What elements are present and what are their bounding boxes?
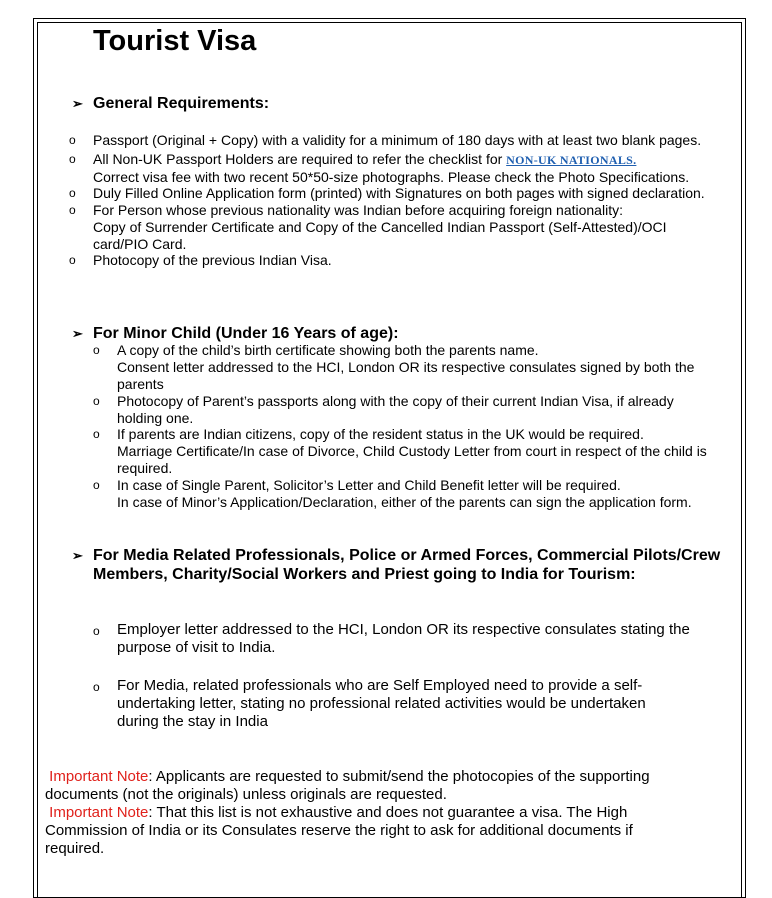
circle-bullet-icon: o <box>69 203 76 217</box>
circle-bullet-icon: o <box>93 478 100 492</box>
arrow-bullet-icon: ➢ <box>72 96 83 111</box>
circle-bullet-icon: o <box>93 624 100 638</box>
arrow-bullet-icon: ➢ <box>72 548 83 563</box>
arrow-bullet-icon: ➢ <box>72 326 83 341</box>
circle-bullet-icon: o <box>93 343 100 357</box>
circle-bullet-icon: o <box>69 253 76 267</box>
important-note-label: Important Note <box>49 768 149 785</box>
circle-bullet-icon: o <box>93 680 100 694</box>
circle-bullet-icon: o <box>93 427 100 441</box>
circle-bullet-icon: o <box>69 152 76 166</box>
important-note: Important Note: That this list is not exhaustive and does not guarantee a visa. The High Commission of India or its Consulates reserve the right to ask for additional documents if required. <box>45 804 633 857</box>
circle-bullet-icon: o <box>69 133 76 147</box>
non-uk-nationals-link[interactable]: NON-UK NATIONALS. <box>506 153 637 167</box>
important-note: Important Note: Applicants are requested to submit/send the photocopies of the supporting documents (not the originals) unless originals are requested. <box>45 768 650 803</box>
circle-bullet-icon: o <box>69 186 76 200</box>
important-note-label: Important Note <box>49 804 149 821</box>
circle-bullet-icon: o <box>93 394 100 408</box>
page-title: Tourist Visa <box>93 25 257 57</box>
